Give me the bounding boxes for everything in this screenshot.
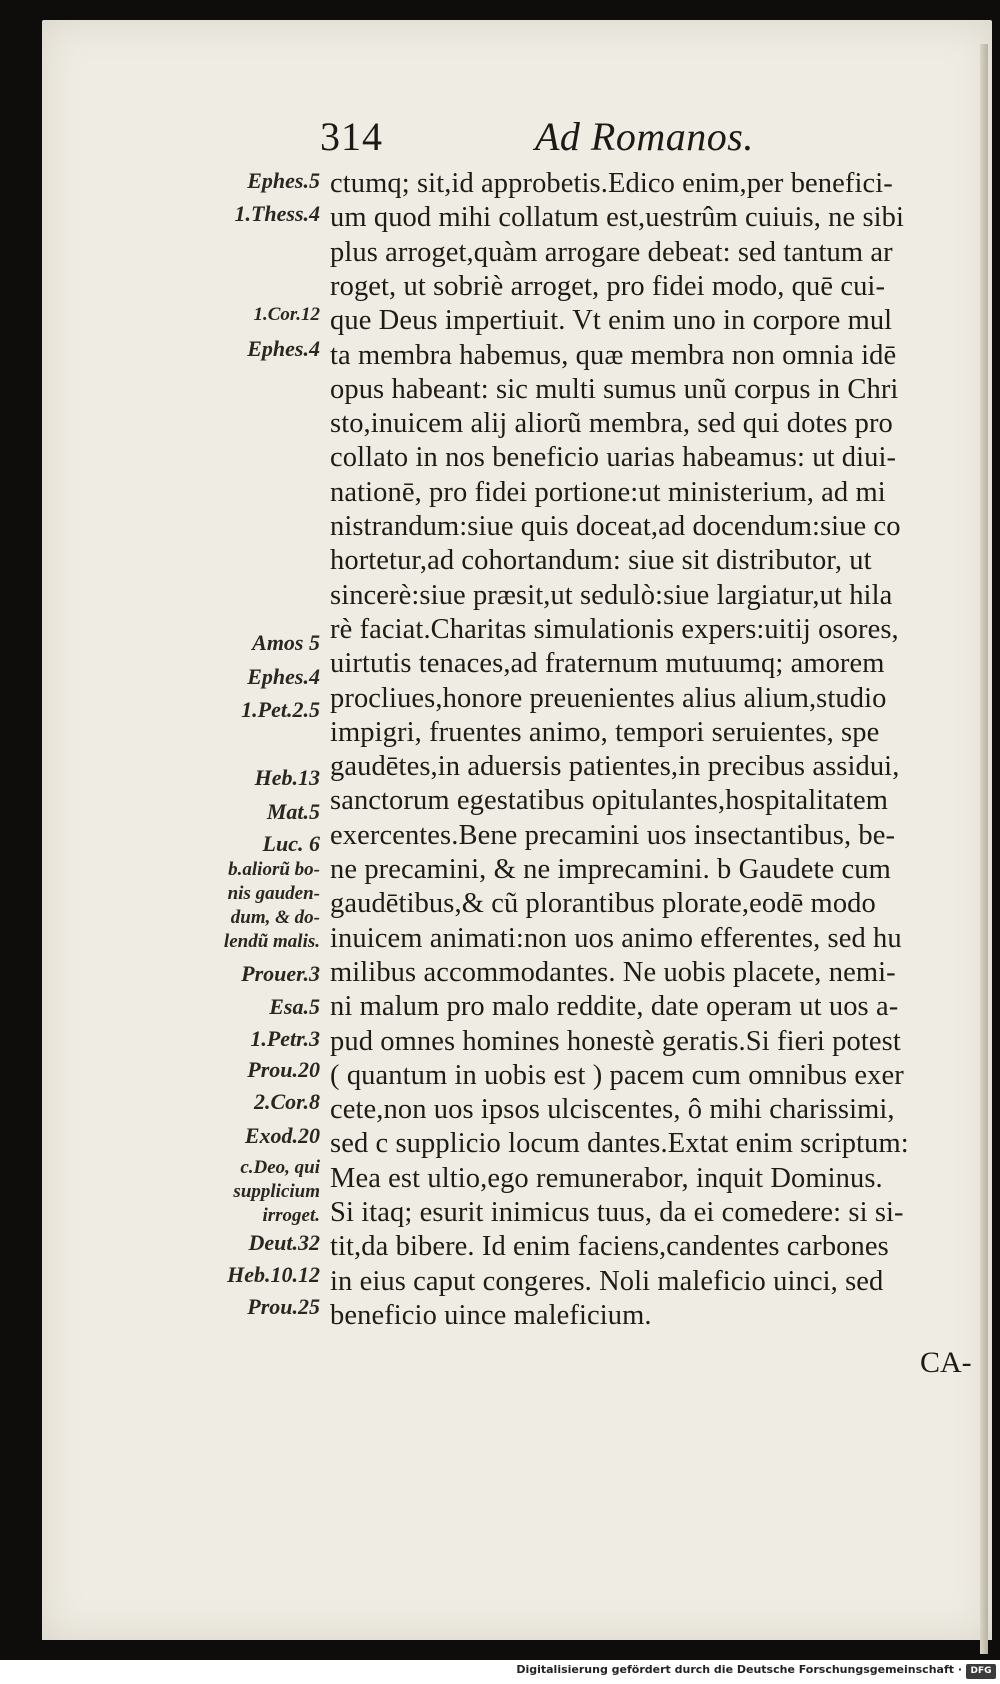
text-line: collato in nos beneficio uarias habeamus: ut diui- [330,442,897,474]
text-line: roget, ut sobriè arroget, pro fidei modo, quē cui- [330,270,886,302]
catchword: CA- [920,1346,972,1379]
text-line: pud omnes homines honestè geratis.Si fieri potest [330,1025,901,1057]
margin-note: lendũ malis. [223,931,320,952]
text-line: rè faciat.Charitas simulationis expers:uitij osores, [330,613,899,645]
text-line: milibus accommodantes. Ne uobis placete, nemi- [330,956,896,988]
page-header [320,113,980,165]
text-line: impigri, fruentes animo, tempori seruientes, spe [330,716,880,748]
margin-note: Ephes.5 [247,168,320,193]
margin-note: c.Deo, qui [240,1157,320,1178]
text-line: procliues,honore preuenientes alius alium,studio [330,682,887,714]
margin-note: 1.Thess.4 [234,201,320,226]
page-number: 314 [320,114,383,159]
margin-note: Ephes.4 [247,336,320,361]
text-line: tit,da bibere. Id enim faciens,candentes carbones [330,1231,889,1263]
footer-credit: Digitalisierung gefördert durch die Deutsche Forschungsgemeinschaft · [516,1663,962,1676]
text-line: ne precamini, & ne imprecamini. b Gaudete cum [330,854,891,885]
margin-note: Mat.5 [266,799,320,824]
text-line: hortetur,ad cohortandum: siue sit distributor, ut [330,545,872,577]
page-edge [980,44,988,1654]
text-line: cete,non uos ipsos ulciscentes, ô mihi charissimi, [330,1094,895,1126]
margin-note: Prou.25 [247,1294,320,1319]
margin-note: Prou.20 [247,1057,320,1082]
text-line: ni malum pro malo reddite, date operam ut uos a- [330,991,899,1023]
margin-note: b.aliorũ bo- [228,859,320,880]
text-line: nationē, pro fidei portione:ut ministerium, ad mi [330,476,886,508]
dfg-logo: DFG [966,1664,996,1679]
margin-note: 1.Pet.2.5 [241,697,320,722]
margin-note: Prouer.3 [241,961,320,986]
text-line: gaudētibus,& cũ plorantibus plorate,eodē modo [330,888,876,920]
text-line: exercentes.Bene precamini uos insectantibus, be- [330,819,896,851]
margin-note: Ephes.4 [247,664,320,689]
text-line: ( quantum in uobis est ) pacem cum omnibus exer [330,1059,904,1091]
margin-note: dum, & do- [230,907,320,928]
running-head: Ad Romanos. [535,114,754,159]
margin-note: nis gauden- [227,883,320,904]
margin-note: Esa.5 [269,994,320,1019]
text-line: Mea est ultio,ego remunerabor, inquit Dominus. [330,1162,883,1194]
margin-note: supplicium [233,1181,320,1202]
margin-note: 1.Cor.12 [253,304,320,325]
text-line: in eius caput congeres. Noli maleficio uinci, sed [330,1265,884,1297]
text-line: beneficio uince maleficium. [330,1299,652,1331]
margin-note: Heb.10.12 [227,1262,320,1287]
text-line: nistrandum:siue quis doceat,ad docendum:siue co [330,511,901,542]
margin-note: Heb.13 [254,765,320,790]
text-line: ta membra habemus, quæ membra non omnia idē [330,339,897,371]
text-line: ctumq; sit,id approbetis.Edico enim,per benefici- [330,168,893,199]
margin-note: Exod.20 [244,1123,320,1148]
text-line: um quod mihi collatum est,uestrûm cuiuis, ne sibi [330,202,905,234]
margin-note: Amos 5 [252,630,320,655]
text-line: plus arroget,quàm arrogare debeat: sed tantum ar [330,236,893,268]
text-line: sincerè:siue præsit,ut sedulò:siue largiatur,ut hila [330,579,893,611]
text-line: opus habeant: sic multi sumus unũ corpus in Chri [330,373,899,405]
text-line: sanctorum egestatibus opitulantes,hospitalitatem [330,785,889,817]
margin-note: 1.Petr.3 [250,1026,320,1051]
margin-note: Deut.32 [248,1230,320,1255]
text-line: sed c supplicio locum dantes.Extat enim scriptum: [330,1128,909,1160]
text-line: uirtutis tenaces,ad fraternum mutuumq; amorem [330,648,885,680]
digitization-footer [0,1660,1000,1684]
text-line: que Deus impertiuit. Vt enim uno in corpore mul [330,305,893,337]
margin-note: 2.Cor.8 [253,1089,320,1114]
text-line: Si itaq; esurit inimicus tuus, da ei comedere: si si- [330,1197,904,1228]
text-line: sto,inuicem alij aliorũ membra, sed qui dotes pro [330,408,893,440]
text-line: gaudētes,in aduersis patientes,in precibus assidui, [330,751,900,783]
text-line: inuicem animati:non uos animo efferentes, sed hu [330,922,902,954]
margin-note: Luc. 6 [262,831,320,856]
margin-note: irroget. [262,1205,320,1226]
